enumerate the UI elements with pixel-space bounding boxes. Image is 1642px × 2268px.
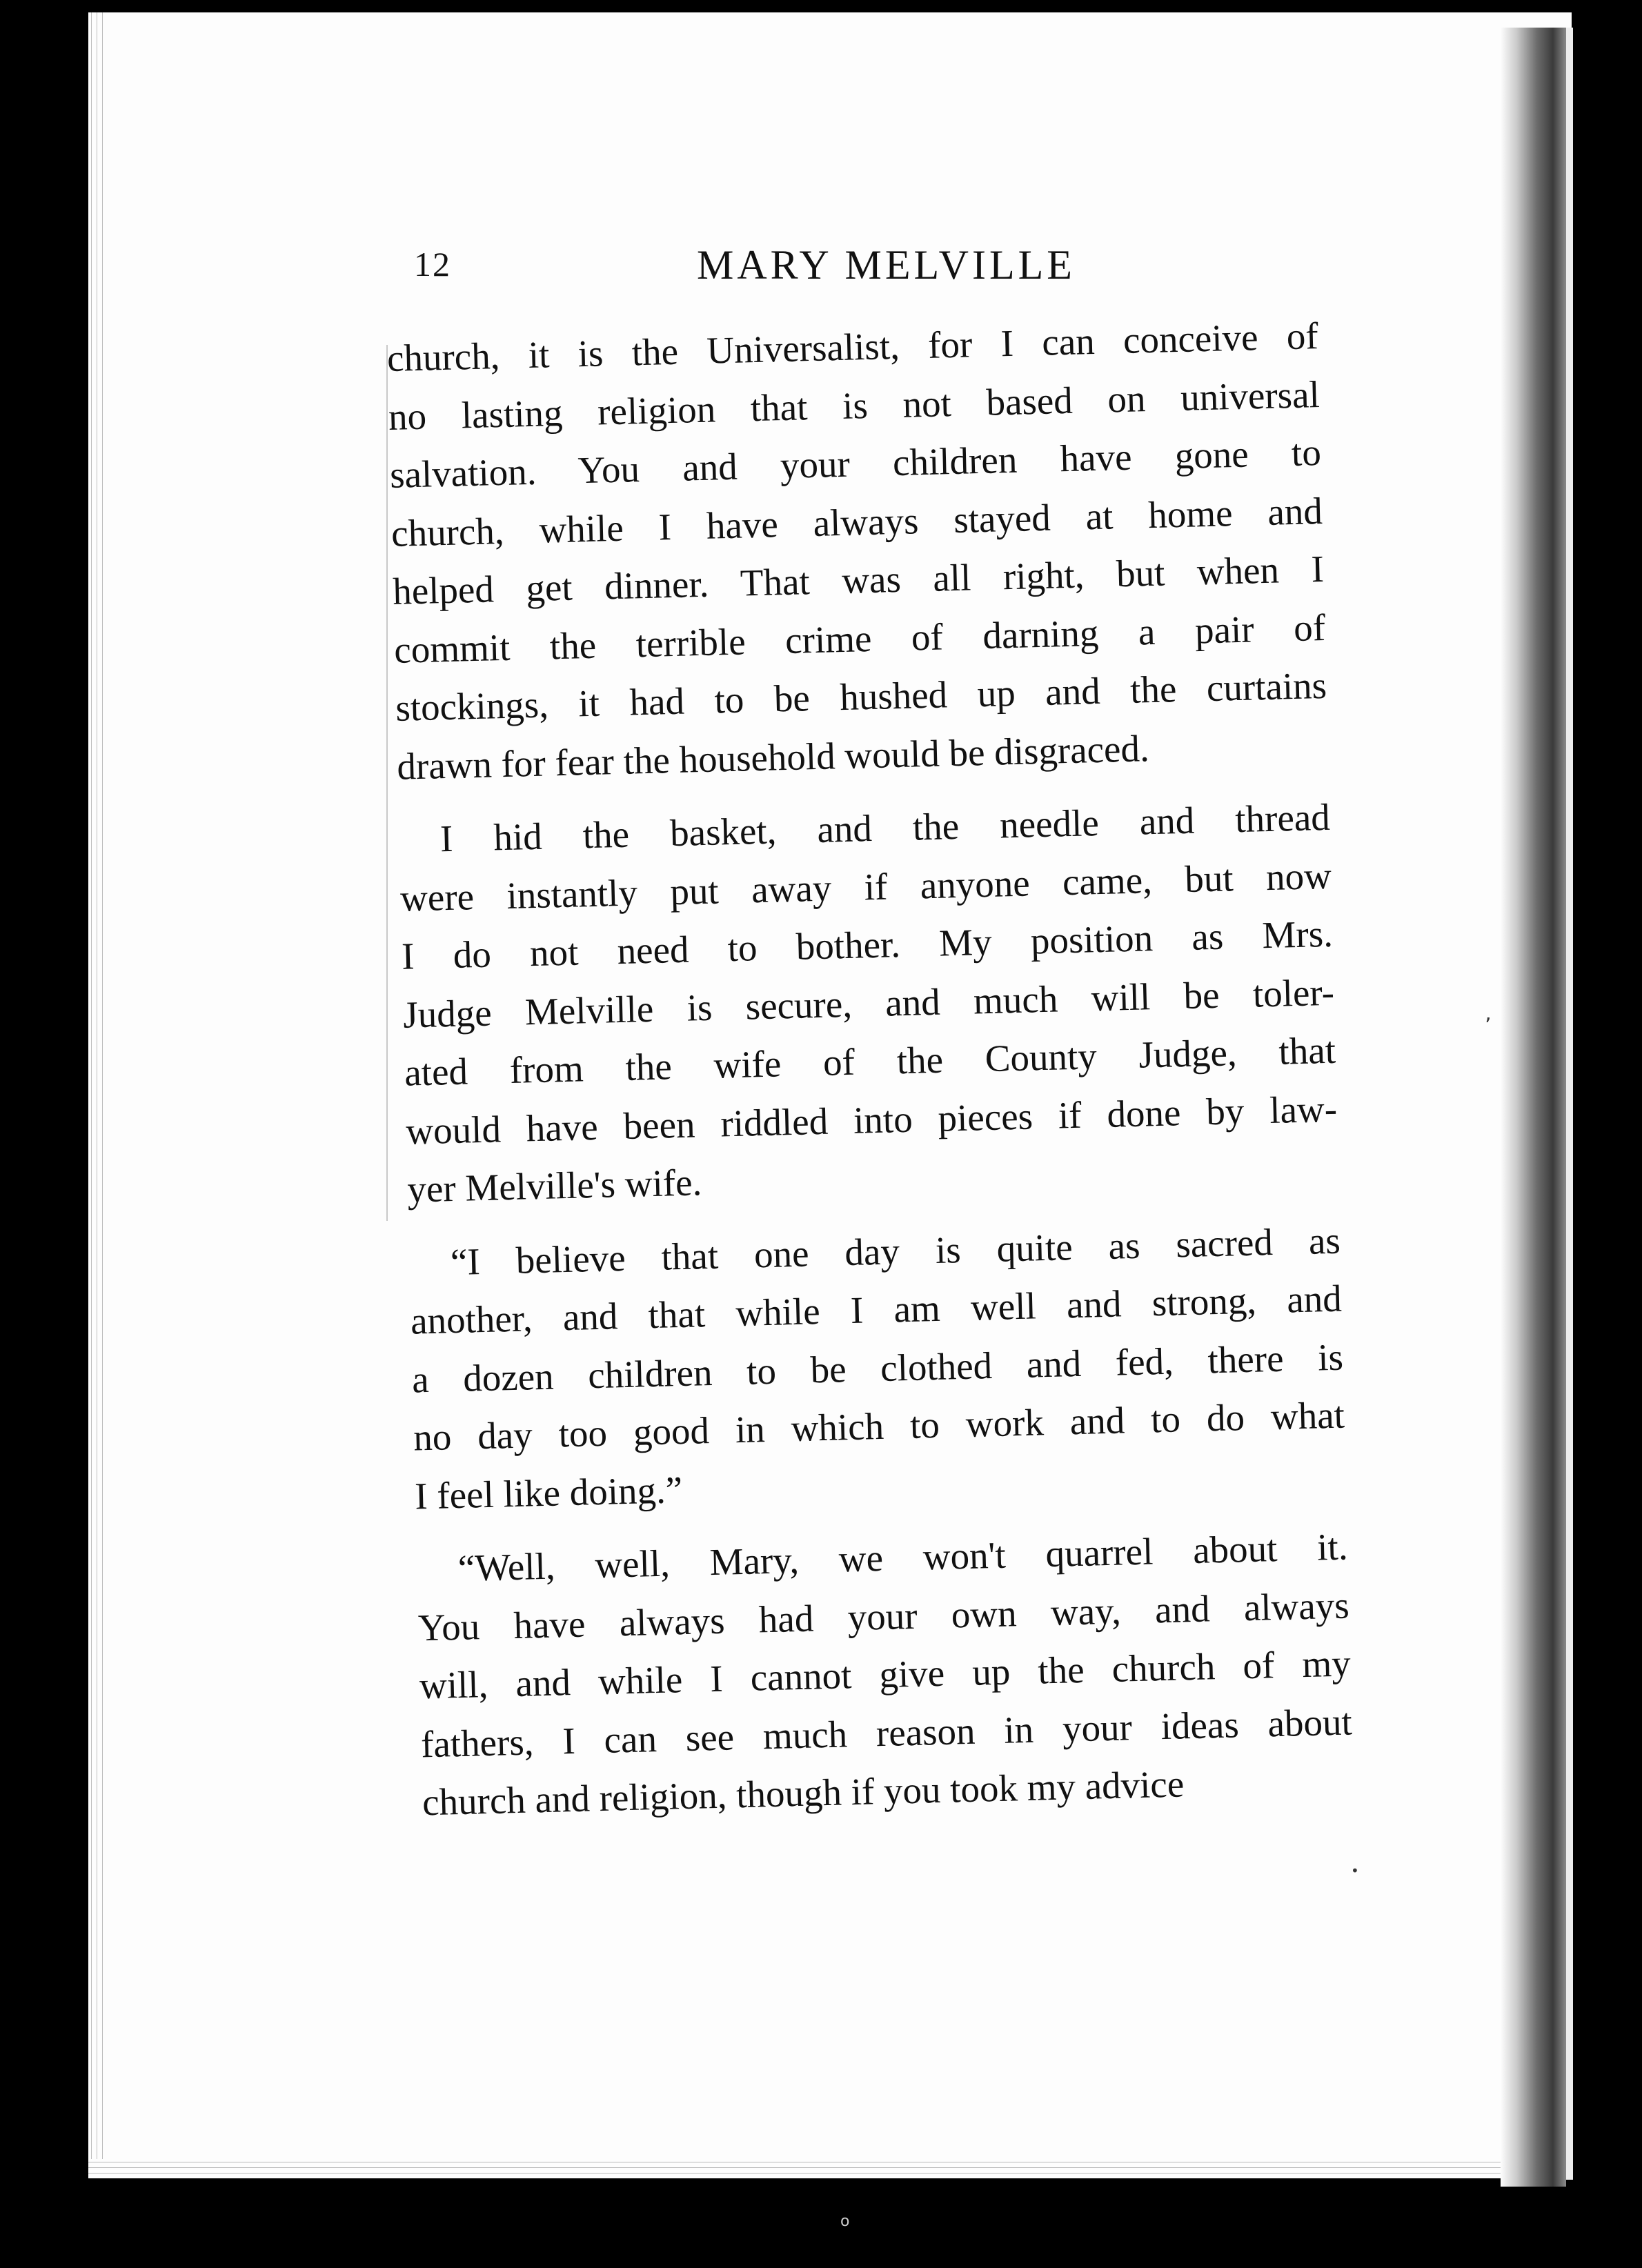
text-line: a dozen children to be clothed and fed, there is: [411, 1335, 1344, 1401]
gutter-shadow: [1501, 28, 1566, 2187]
text-line: ated from the wife of the County Judge, that: [404, 1028, 1336, 1094]
text-line: “Well, well, Mary, we won't quarrel about it.: [457, 1525, 1349, 1589]
paragraph: [398, 788, 1339, 1219]
text-line: Judge Melville is secure, and much will be toler-: [402, 971, 1335, 1036]
text-line: helped get dinner. That was all right, but when I: [392, 547, 1325, 613]
text-line: “I believe that one day is quite as sacred as: [450, 1219, 1341, 1283]
text-line: fathers, I can see much reason in your ideas about: [420, 1700, 1353, 1765]
ink-speck: ’: [1485, 1014, 1492, 1038]
paragraph: [416, 1518, 1354, 1831]
text-line: were instantly put away if anyone came, but now: [399, 854, 1332, 919]
text-line: stockings, it had to be hushed up and the curtains: [395, 664, 1327, 729]
text-line: no day too good in which to work and to do what: [413, 1393, 1345, 1459]
page-header: [414, 241, 1338, 304]
text-line: You have always had your own way, and always: [417, 1583, 1350, 1649]
ink-speck: •: [1351, 1862, 1359, 1879]
right-page-edge: [1566, 28, 1573, 2180]
left-leaf-edges: [88, 12, 106, 2178]
text-line: will, and while I cannot give up the church of my: [419, 1642, 1352, 1707]
bottom-leaf-edges: [88, 2159, 1572, 2178]
text-line: church, it is the Universalist, for I can conceive of: [386, 315, 1319, 379]
text-line: church and religion, though if you took my advice: [422, 1762, 1185, 1824]
paragraph: [386, 307, 1329, 796]
running-head: MARY MELVILLE: [697, 242, 1076, 288]
text-line: yer Melville's wife.: [406, 1161, 702, 1211]
text-line: would have been riddled into pieces if done by law-: [405, 1087, 1338, 1153]
text-line: no lasting religion that is not based on universal: [388, 372, 1320, 438]
text-line: drawn for fear the household would be disgraced.: [396, 726, 1150, 788]
page-number: 12: [414, 245, 451, 284]
body-text: [386, 307, 1354, 1847]
text-line: I do not need to bother. My position as Mrs.: [401, 912, 1334, 977]
text-line: commit the terrible crime of darning a pair of: [393, 606, 1326, 671]
footer-glyph: o: [840, 2213, 850, 2230]
text-line: I hid the basket, and the needle and thread: [439, 795, 1331, 860]
text-line: I feel like doing.”: [414, 1468, 683, 1517]
text-line: another, and that while I am well and strong, and: [410, 1277, 1343, 1342]
paragraph: [408, 1211, 1347, 1525]
text-line: salvation. You and your children have gone to: [389, 430, 1322, 496]
text-line: church, while I have always stayed at home and: [390, 489, 1323, 555]
